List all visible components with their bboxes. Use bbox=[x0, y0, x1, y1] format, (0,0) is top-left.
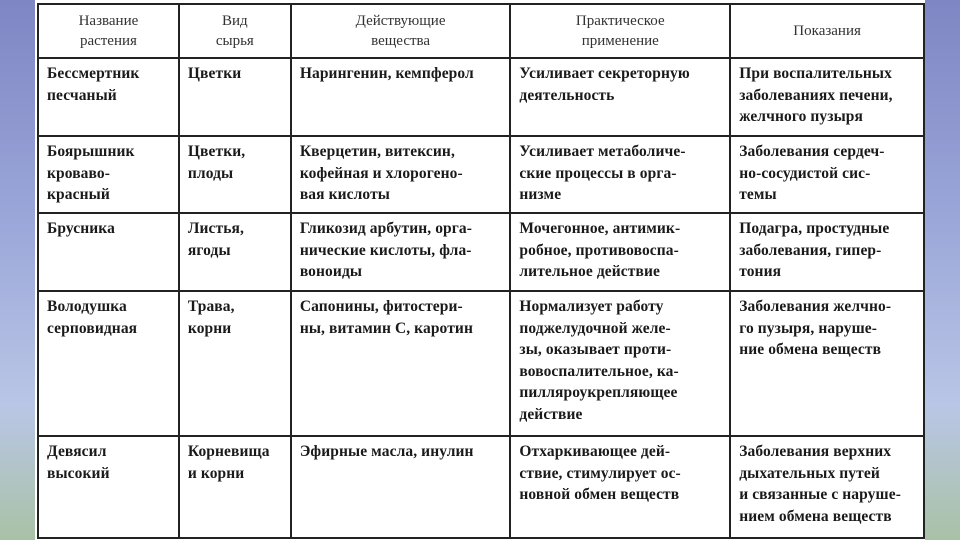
cell-raw-material: Корневища и корни bbox=[179, 436, 291, 538]
cell-raw-material: Цветки bbox=[179, 58, 291, 136]
cell-plant-name: Володушка серповидная bbox=[38, 291, 179, 436]
header-plant-name: Название растения bbox=[38, 4, 179, 58]
cell-raw-material: Цветки, плоды bbox=[179, 136, 291, 213]
cell-plant-name: Бессмертник песчаный bbox=[38, 58, 179, 136]
cell-practical-use: Нормализует работу поджелудочной желе- зы, оказывает проти- вовоспалительное, ка- пилляроукрепляющее действие bbox=[510, 291, 730, 436]
cell-active-substances: Гликозид арбутин, орга- нические кислоты, фла- воноиды bbox=[291, 213, 511, 291]
cell-raw-material: Листья, ягоды bbox=[179, 213, 291, 291]
header-raw-material: Вид сырья bbox=[179, 4, 291, 58]
cell-indications: Заболевания верхних дыхательных путей и связанные с наруше- нием обмена веществ bbox=[730, 436, 924, 538]
cell-active-substances: Кверцетин, витексин, кофейная и хлорогено- вая кислоты bbox=[291, 136, 511, 213]
cell-practical-use: Усиливает секреторную деятельность bbox=[510, 58, 730, 136]
cell-practical-use: Отхаркивающее дей- ствие, стимулирует ос- новной обмен веществ bbox=[510, 436, 730, 538]
cell-practical-use: Усиливает метаболиче- ские процессы в орга- низме bbox=[510, 136, 730, 213]
cell-plant-name: Боярышник кроваво- красный bbox=[38, 136, 179, 213]
plants-table bbox=[37, 3, 925, 539]
cell-indications: При воспалительных заболеваниях печени, желчного пузыря bbox=[730, 58, 924, 136]
header-indications: Показания bbox=[730, 4, 924, 58]
table-row bbox=[38, 436, 924, 538]
header-active-substances: Действующие вещества bbox=[291, 4, 511, 58]
cell-indications: Заболевания желчно- го пузыря, наруше- ние обмена веществ bbox=[730, 291, 924, 436]
cell-active-substances: Нарингенин, кемпферол bbox=[291, 58, 511, 136]
table-row bbox=[38, 213, 924, 291]
cell-indications: Подагра, простудные заболевания, гипер- тония bbox=[730, 213, 924, 291]
cell-plant-name: Девясил высокий bbox=[38, 436, 179, 538]
cell-active-substances: Эфирные масла, инулин bbox=[291, 436, 511, 538]
cell-plant-name: Брусника bbox=[38, 213, 179, 291]
document-page bbox=[35, 0, 925, 540]
cell-active-substances: Сапонины, фитостери- ны, витамин С, каротин bbox=[291, 291, 511, 436]
cell-indications: Заболевания сердеч- но-сосудистой сис- темы bbox=[730, 136, 924, 213]
header-practical-use: Практическое применение bbox=[510, 4, 730, 58]
table-row bbox=[38, 136, 924, 213]
cell-raw-material: Трава, корни bbox=[179, 291, 291, 436]
header-row bbox=[38, 4, 924, 58]
table-row bbox=[38, 58, 924, 136]
table-row bbox=[38, 291, 924, 436]
cell-practical-use: Мочегонное, антимик- робное, противовоспа- лительное действие bbox=[510, 213, 730, 291]
